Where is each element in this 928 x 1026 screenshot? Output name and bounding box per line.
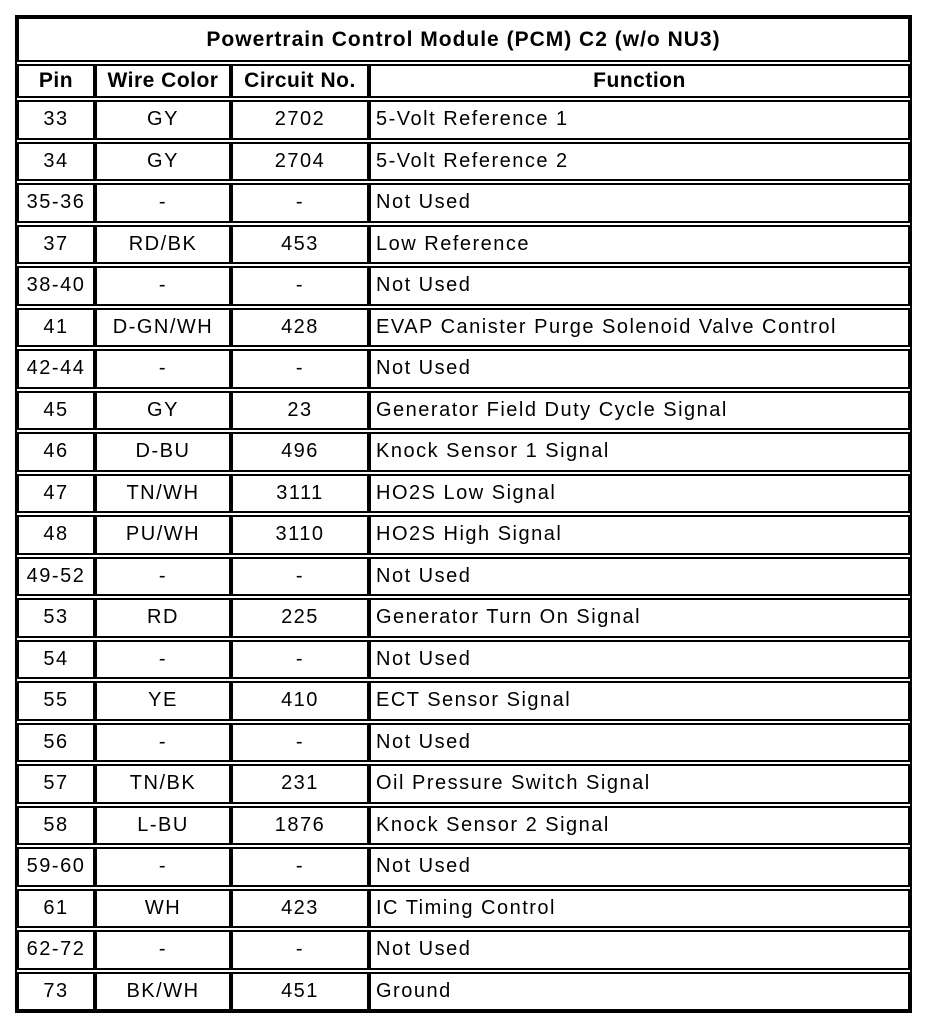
table-row [17, 183, 910, 223]
pin-cell: 49-52 [17, 557, 95, 597]
function-cell: ECT Sensor Signal [369, 681, 910, 721]
table-row [17, 474, 910, 514]
circuit-no-cell: 423 [231, 889, 369, 929]
wire-color-cell: L-BU [95, 806, 231, 846]
table-row [17, 308, 910, 348]
pin-cell: 48 [17, 515, 95, 555]
table-row [17, 142, 910, 182]
circuit-no-cell: - [231, 930, 369, 970]
table-row [17, 764, 910, 804]
circuit-no-cell: - [231, 723, 369, 763]
function-cell: EVAP Canister Purge Solenoid Valve Control [369, 308, 910, 348]
function-cell: 5-Volt Reference 1 [369, 100, 910, 140]
wire-color-cell: PU/WH [95, 515, 231, 555]
circuit-no-cell: 453 [231, 225, 369, 265]
wire-color-cell: - [95, 930, 231, 970]
function-cell: 5-Volt Reference 2 [369, 142, 910, 182]
table-title: Powertrain Control Module (PCM) C2 (w/o NU3) [17, 17, 910, 62]
pin-cell: 42-44 [17, 349, 95, 389]
table-row [17, 432, 910, 472]
table-row [17, 889, 910, 929]
table-row [17, 391, 910, 431]
column-header-function: Function [369, 64, 910, 98]
pin-cell: 58 [17, 806, 95, 846]
wire-color-cell: TN/BK [95, 764, 231, 804]
function-cell: Not Used [369, 183, 910, 223]
pin-cell: 47 [17, 474, 95, 514]
function-cell: Knock Sensor 1 Signal [369, 432, 910, 472]
function-cell: Not Used [369, 266, 910, 306]
wire-color-cell: GY [95, 142, 231, 182]
table-row [17, 598, 910, 638]
table-row [17, 225, 910, 265]
pin-cell: 53 [17, 598, 95, 638]
function-cell: Generator Turn On Signal [369, 598, 910, 638]
table-header-row [17, 64, 910, 98]
pin-cell: 61 [17, 889, 95, 929]
table-row [17, 847, 910, 887]
function-cell: Not Used [369, 640, 910, 680]
table-title-row [17, 17, 910, 62]
function-cell: Not Used [369, 723, 910, 763]
table-row [17, 349, 910, 389]
circuit-no-cell: - [231, 640, 369, 680]
pin-cell: 73 [17, 972, 95, 1012]
function-cell: Oil Pressure Switch Signal [369, 764, 910, 804]
table-row [17, 723, 910, 763]
pin-cell: 38-40 [17, 266, 95, 306]
function-cell: Generator Field Duty Cycle Signal [369, 391, 910, 431]
table-row [17, 806, 910, 846]
function-cell: Knock Sensor 2 Signal [369, 806, 910, 846]
wire-color-cell: TN/WH [95, 474, 231, 514]
circuit-no-cell: 3111 [231, 474, 369, 514]
pin-cell: 34 [17, 142, 95, 182]
function-cell: Ground [369, 972, 910, 1012]
circuit-no-cell: 1876 [231, 806, 369, 846]
table-row [17, 972, 910, 1012]
wire-color-cell: BK/WH [95, 972, 231, 1012]
pin-cell: 55 [17, 681, 95, 721]
wire-color-cell: D-BU [95, 432, 231, 472]
circuit-no-cell: - [231, 847, 369, 887]
pin-cell: 62-72 [17, 930, 95, 970]
pin-cell: 46 [17, 432, 95, 472]
table-row [17, 266, 910, 306]
circuit-no-cell: 225 [231, 598, 369, 638]
pin-cell: 59-60 [17, 847, 95, 887]
function-cell: IC Timing Control [369, 889, 910, 929]
wire-color-cell: - [95, 349, 231, 389]
circuit-no-cell: 428 [231, 308, 369, 348]
column-header-pin: Pin [17, 64, 95, 98]
wire-color-cell: RD [95, 598, 231, 638]
circuit-no-cell: 231 [231, 764, 369, 804]
circuit-no-cell: 23 [231, 391, 369, 431]
circuit-no-cell: 3110 [231, 515, 369, 555]
function-cell: Low Reference [369, 225, 910, 265]
wire-color-cell: WH [95, 889, 231, 929]
circuit-no-cell: - [231, 349, 369, 389]
table-row [17, 557, 910, 597]
wire-color-cell: GY [95, 391, 231, 431]
pin-cell: 41 [17, 308, 95, 348]
wire-color-cell: - [95, 847, 231, 887]
pin-cell: 37 [17, 225, 95, 265]
column-header-circuit-no: Circuit No. [231, 64, 369, 98]
function-cell: Not Used [369, 349, 910, 389]
circuit-no-cell: 410 [231, 681, 369, 721]
wire-color-cell: YE [95, 681, 231, 721]
wire-color-cell: - [95, 557, 231, 597]
pin-cell: 56 [17, 723, 95, 763]
function-cell: Not Used [369, 930, 910, 970]
column-header-wire-color: Wire Color [95, 64, 231, 98]
function-cell: Not Used [369, 557, 910, 597]
wire-color-cell: - [95, 723, 231, 763]
pin-cell: 45 [17, 391, 95, 431]
wire-color-cell: GY [95, 100, 231, 140]
wire-color-cell: D-GN/WH [95, 308, 231, 348]
circuit-no-cell: - [231, 183, 369, 223]
function-cell: HO2S High Signal [369, 515, 910, 555]
circuit-no-cell: 2704 [231, 142, 369, 182]
pin-cell: 54 [17, 640, 95, 680]
function-cell: HO2S Low Signal [369, 474, 910, 514]
pin-cell: 35-36 [17, 183, 95, 223]
table-row [17, 681, 910, 721]
table-row [17, 515, 910, 555]
table-row [17, 100, 910, 140]
table-row [17, 930, 910, 970]
wire-color-cell: - [95, 183, 231, 223]
wire-color-cell: RD/BK [95, 225, 231, 265]
circuit-no-cell: 2702 [231, 100, 369, 140]
pcm-connector-table [15, 15, 912, 1013]
wire-color-cell: - [95, 640, 231, 680]
circuit-no-cell: 496 [231, 432, 369, 472]
circuit-no-cell: - [231, 266, 369, 306]
pin-cell: 33 [17, 100, 95, 140]
pin-cell: 57 [17, 764, 95, 804]
function-cell: Not Used [369, 847, 910, 887]
table-row [17, 640, 910, 680]
circuit-no-cell: - [231, 557, 369, 597]
circuit-no-cell: 451 [231, 972, 369, 1012]
wire-color-cell: - [95, 266, 231, 306]
